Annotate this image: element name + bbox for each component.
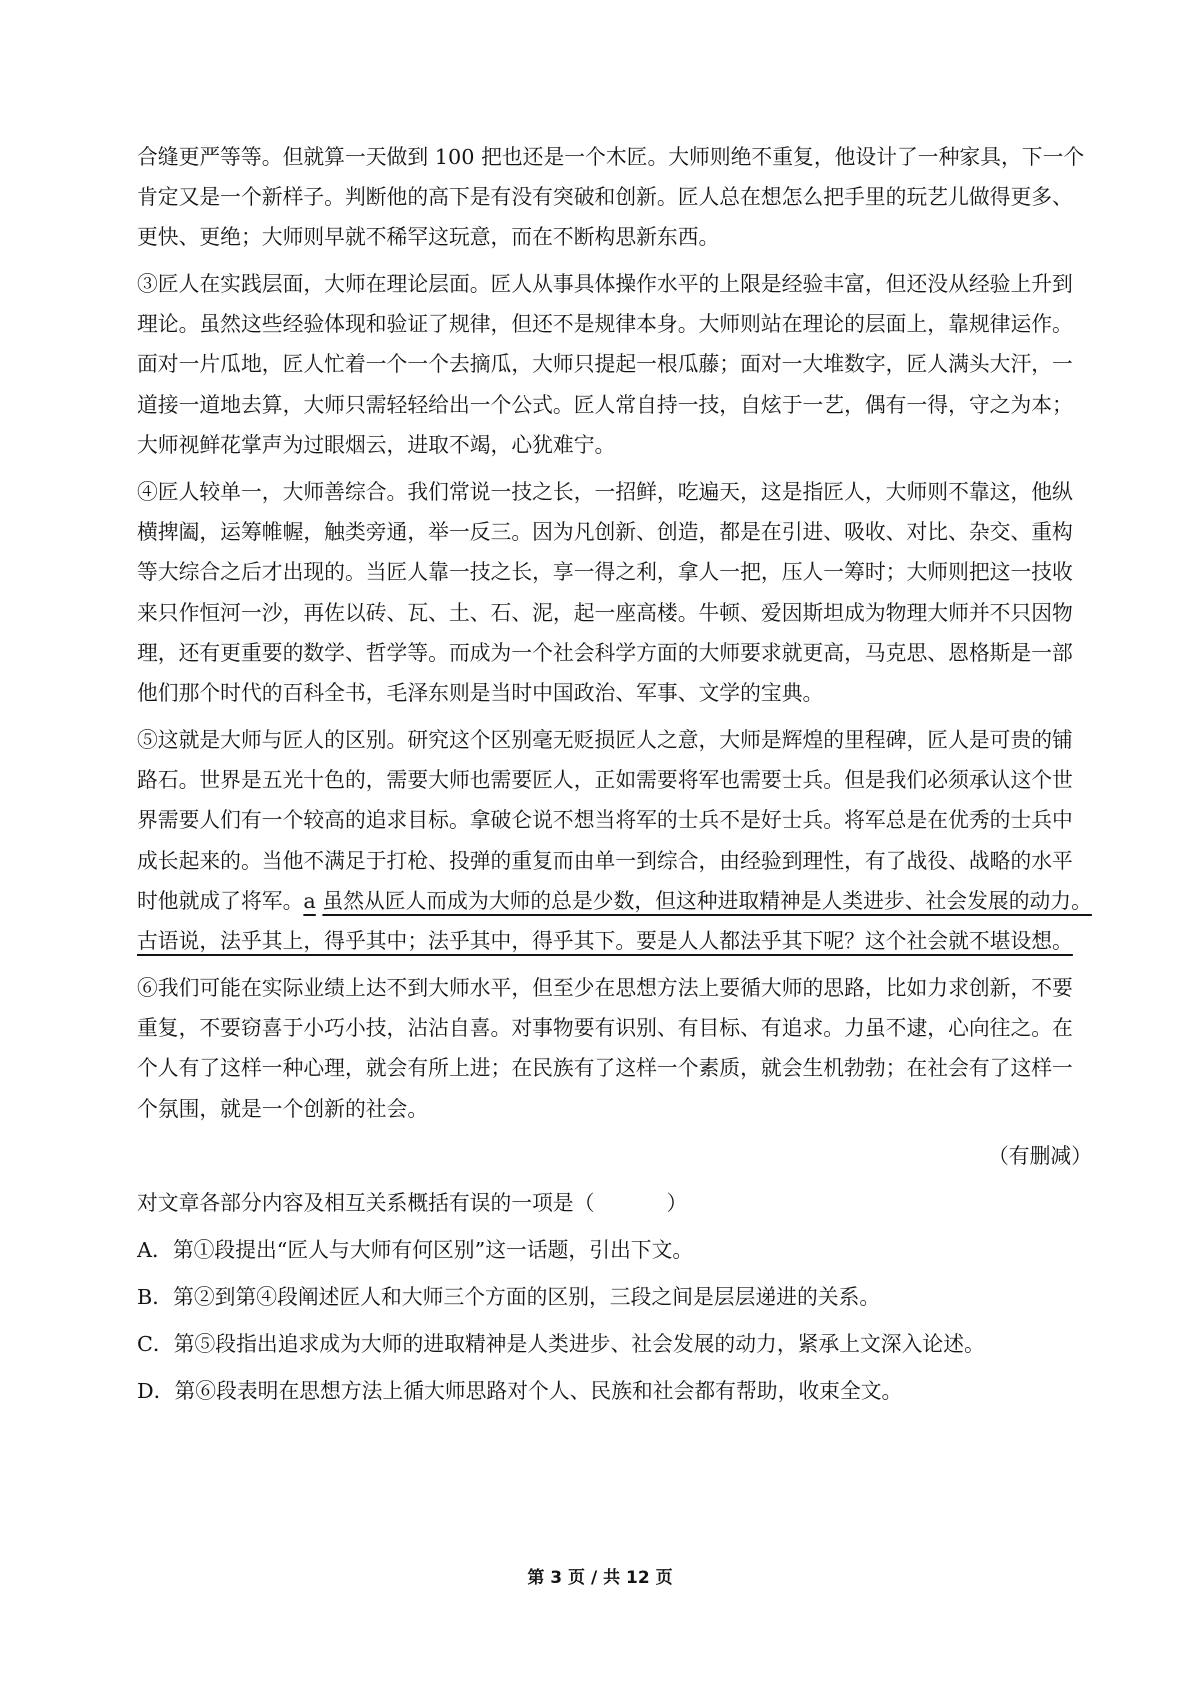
- paragraph-3-line: 道接一道地去算，大师只需轻轻给出一个公式。匠人常自持一技，自炫于一艺，偶有一得，守之为本；: [137, 393, 1073, 417]
- paragraph-4-line: 他们那个时代的百科全书，毛泽东则是当时中国政治、军事、文学的宝典。: [137, 681, 824, 705]
- paragraph-4-line: 理，还有更重要的数学、哲学等。而成为一个社会科学方面的大师要求就更高，马克思、恩格斯是一部: [137, 641, 1073, 665]
- paragraph-3-line: 大师视鲜花掌声为过眼烟云，进取不竭，心犹难宁。: [137, 433, 616, 457]
- question-stem: [137, 1185, 1092, 1221]
- paragraph-6-line: 个人有了这样一种心理，就会有所上进；在民族有了这样一个素质，就会生机勃勃；在社会有了这样一: [137, 1056, 1073, 1080]
- source-note: （有删减）: [988, 1144, 1092, 1168]
- option-a: A．第①段提出“匠人与大师有何区别”这一话题，引出下文。: [137, 1238, 694, 1262]
- paragraph-4-line: 等大综合之后才出现的。当匠人靠一技之长，享一得之利，拿人一把，压人一筹时；大师则把这一技收: [137, 560, 1073, 584]
- marker-a: a: [303, 889, 316, 913]
- paragraph-5-line-prefix: 时他就成了将军。: [137, 889, 304, 913]
- question-stem-close: ）: [666, 1191, 688, 1215]
- paragraph-4-line: ④匠人较单一，大师善综合。我们常说一技之长，一招鲜，吃遍天，这是指匠人，大师则不靠这，他纵: [137, 480, 1073, 504]
- underlined-sentence-line: 古语说，法乎其上，得乎其中；法乎其中，得乎其下。要是人人都法乎其下呢？这个社会就不堪设想。: [137, 929, 1073, 953]
- page-footer: 第 3 页 / 共 12 页: [527, 1568, 673, 1588]
- paragraph-6-line: 重复，不要窃喜于小巧小技，沾沾自喜。对事物要有识别、有目标、有追求。力虽不逮，心向往之。在: [137, 1016, 1073, 1040]
- paragraph-3-line: ③匠人在实践层面，大师在理论层面。匠人从事具体操作水平的上限是经验丰富，但还没从经验上升到: [137, 272, 1073, 296]
- paragraph-3-line: 面对一片瓜地，匠人忙着一个一个去摘瓜，大师只提起一根瓜藤；面对一大堆数字，匠人满头大汗，一: [137, 352, 1073, 376]
- option-b: B．第②到第④段阐述匠人和大师三个方面的区别，三段之间是层层递进的关系。: [137, 1285, 881, 1309]
- option-c: C．第⑤段指出追求成为大师的进取精神是人类进步、社会发展的动力，紧承上文深入论述。: [137, 1332, 985, 1356]
- paragraph-4-line: 来只作恒河一沙，再佐以砖、瓦、土、石、泥，起一座高楼。牛顿、爱因斯坦成为物理大师并不只因物: [137, 601, 1073, 625]
- paragraph-5-line: 成长起来的。当他不满足于打枪、投弹的重复而由单一到综合，由经验到理性，有了战役、战略的水平: [137, 849, 1073, 873]
- question-stem-text: 对文章各部分内容及相互关系概括有误的一项是（: [137, 1191, 595, 1215]
- paragraph-6-line: ⑥我们可能在实际业绩上达不到大师水平，但至少在思想方法上要循大师的思路，比如力求创新，不要: [137, 976, 1073, 1000]
- option-d: D．第⑥段表明在思想方法上循大师思路对个人、民族和社会都有帮助，收束全文。: [137, 1379, 903, 1403]
- paragraph-line: 合缝更严等等。但就算一天做到 100 把也还是一个木匠。大师则绝不重复，他设计了一种家具，下一个: [137, 145, 1085, 169]
- paragraph-line: 肯定又是一个新样子。判断他的高下是有没有突破和创新。匠人总在想怎么把手里的玩艺儿做得更多、: [137, 185, 1073, 209]
- paragraph-4-line: 横捭阖，运筹帷幄，触类旁通，举一反三。因为凡创新、创造，都是在引进、吸收、对比、杂交、重构: [137, 520, 1073, 544]
- paragraph-3-line: 理论。虽然这些经验体现和验证了规律，但还不是规律本身。大师则站在理论的层面上，靠规律运作。: [137, 312, 1073, 336]
- paragraph-5-line: 路石。世界是五光十色的，需要大师也需要匠人，正如需要将军也需要士兵。但是我们必须承认这个世: [137, 768, 1073, 792]
- paragraph-5-line: 界需要人们有一个较高的追求目标。拿破仑说不想当将军的士兵不是好士兵。将军总是在优秀的士兵中: [137, 808, 1073, 832]
- paragraph-line: 更快、更绝；大师则早就不稀罕这玩意，而在不断构思新东西。: [137, 225, 720, 249]
- paragraph-5-line-with-marker: [137, 883, 1092, 919]
- paragraph-5-line: ⑤这就是大师与匠人的区别。研究这个区别毫无贬损匠人之意，大师是辉煌的里程碑，匠人是可贵的铺: [137, 728, 1073, 752]
- paragraph-6-line: 个氛围，就是一个创新的社会。: [137, 1097, 429, 1121]
- underlined-sentence: 虽然从匠人而成为大师的总是少数，但这种进取精神是人类进步、社会发展的动力。: [322, 889, 1092, 913]
